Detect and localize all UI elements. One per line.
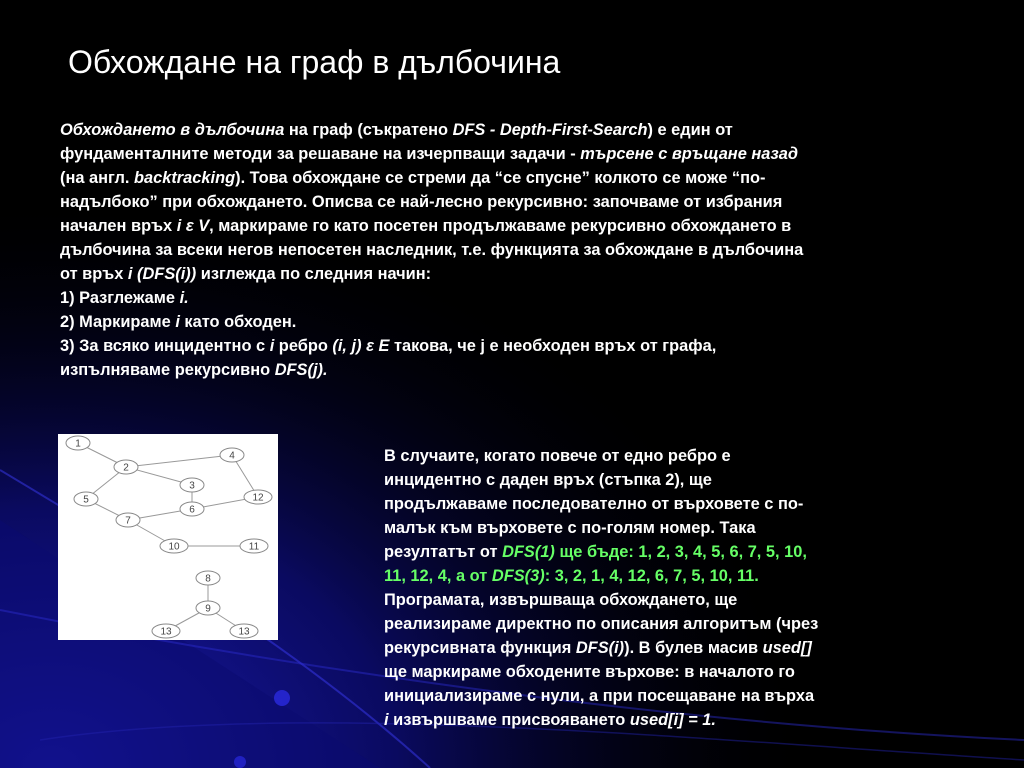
slide-title: Обхождане на граф в дълбочина: [68, 44, 561, 80]
text-span: 2) Маркираме: [60, 313, 176, 331]
text-span: на граф (съкратено: [284, 121, 453, 139]
right-text: [384, 444, 954, 732]
step-3-cont: [60, 358, 980, 382]
text-span: начален връх: [60, 217, 177, 235]
math-i: i: [269, 337, 275, 355]
right-line-3: продължаваме последователно от върховете с по-: [384, 495, 804, 513]
dfs1-result-cont: 11, 12, 4, а от: [384, 567, 492, 585]
term-backtracking-bg: търсене с връщане назад: [580, 145, 799, 163]
right-line-6: [384, 564, 954, 588]
graph-node-label: 11: [248, 541, 260, 553]
dfs1-label: DFS(1): [502, 543, 555, 561]
graph-node-label: 3: [189, 480, 195, 492]
main-line-5: [60, 214, 980, 238]
graph-node-label: 12: [252, 492, 264, 504]
graph-edge-n2-n4: [126, 455, 232, 467]
step-3: [60, 334, 980, 358]
math-dfs-i: i (DFS(i)): [127, 265, 197, 283]
right-line-2: инцидентно с даден връх (стъпка 2), ще: [384, 471, 712, 489]
text-span: ребро: [274, 337, 333, 355]
main-line-2: [60, 142, 980, 166]
graph-node-label: 13: [160, 626, 172, 638]
main-line-4: надълбоко” при обхождането. Описва се най-лесно рекурсивно: започваме от избрания: [60, 193, 783, 211]
text-span: фундаменталните методи за решаване на изчерпващи задачи -: [60, 145, 581, 163]
text-span: , маркираме го като посетен продължаваме рекурсивно обхождането в: [209, 217, 792, 235]
text-span: изглежда по следния начин:: [196, 265, 432, 283]
right-line-1: В случаите, когато повече от едно ребро е: [384, 447, 731, 465]
right-line-10: ще маркираме обходените върхове: в началото го: [384, 663, 795, 681]
graph-svg: [58, 434, 278, 640]
graph-node-label: 7: [125, 515, 131, 527]
math-dfs-i: DFS(i): [575, 639, 625, 657]
right-line-5: [384, 540, 954, 564]
main-line-3: [60, 166, 980, 190]
term-dfs-en: DFS - Depth-First-Search: [452, 121, 648, 139]
graph-figure: [58, 434, 278, 640]
right-line-8: реализираме директно по описания алгоритъм (чрез: [384, 615, 819, 633]
right-line-11: инициализираме с нули, а при посещаване на върха: [384, 687, 815, 705]
graph-node-label: 13: [238, 626, 250, 638]
right-line-12: [384, 708, 954, 732]
step-1: [60, 286, 980, 310]
term-dfs-bg: Обхождането в дълбочина: [60, 121, 285, 139]
math-i: i: [175, 313, 180, 331]
text-span: такова, че j е необходен връх от графа,: [389, 337, 717, 355]
right-line-9: [384, 636, 954, 660]
graph-node-label: 8: [205, 573, 211, 585]
text-span: изпълняваме рекурсивно: [60, 361, 275, 379]
step-2: [60, 310, 980, 334]
right-line-7: Програмата, извършваща обхождането, ще: [384, 591, 738, 609]
text-span: ). Това обхождане се стреми да “се спусне” колкото се може “по-: [235, 169, 766, 187]
graph-node-label: 9: [205, 603, 211, 615]
text-span: 3) За всяко инцидентно с: [60, 337, 270, 355]
text-span: извършваме присвояването: [388, 711, 630, 729]
main-line-1: [60, 118, 980, 142]
graph-node-label: 6: [189, 504, 195, 516]
math-dfs-j: DFS(j).: [274, 361, 328, 379]
text-span: ). В булев масив: [624, 639, 763, 657]
used-assignment: used[i] = 1.: [629, 711, 716, 729]
dfs3-label: DFS(3): [491, 567, 545, 585]
graph-node-label: 1: [75, 438, 81, 450]
graph-node-label: 2: [123, 462, 129, 474]
right-line-4: малък към върховете с по-голям номер. Така: [384, 519, 756, 537]
text-span: 1) Разглежаме: [60, 289, 180, 307]
text-span: рекурсивната функция: [384, 639, 576, 657]
graph-node-label: 5: [83, 494, 89, 506]
text-span: като обходен.: [179, 313, 297, 331]
text-span: (на англ.: [60, 169, 134, 187]
main-line-6: дълбочина за всеки негов непосетен наследник, т.е. функцията за обхождане в дълбочина: [60, 241, 804, 259]
dfs3-result: : 3, 2, 1, 4, 12, 6, 7, 5, 10, 11.: [544, 567, 759, 585]
math-i-in-v: i ε V: [176, 217, 210, 235]
text-span: резултатът от: [384, 543, 503, 561]
term-backtracking-en: backtracking: [133, 169, 236, 187]
text-span: от връх: [60, 265, 128, 283]
main-text: [60, 118, 980, 382]
math-i: i: [384, 711, 389, 729]
graph-node-label: 10: [168, 541, 180, 553]
used-array: used[]: [762, 639, 812, 657]
graph-node-label: 4: [229, 450, 235, 462]
math-edge: (i, j) ε E: [332, 337, 390, 355]
main-line-7: [60, 262, 980, 286]
text-span: ) е един от: [647, 121, 733, 139]
math-i: i.: [179, 289, 189, 307]
dfs1-result: ще бъде: 1, 2, 3, 4, 5, 6, 7, 5, 10,: [554, 543, 807, 561]
